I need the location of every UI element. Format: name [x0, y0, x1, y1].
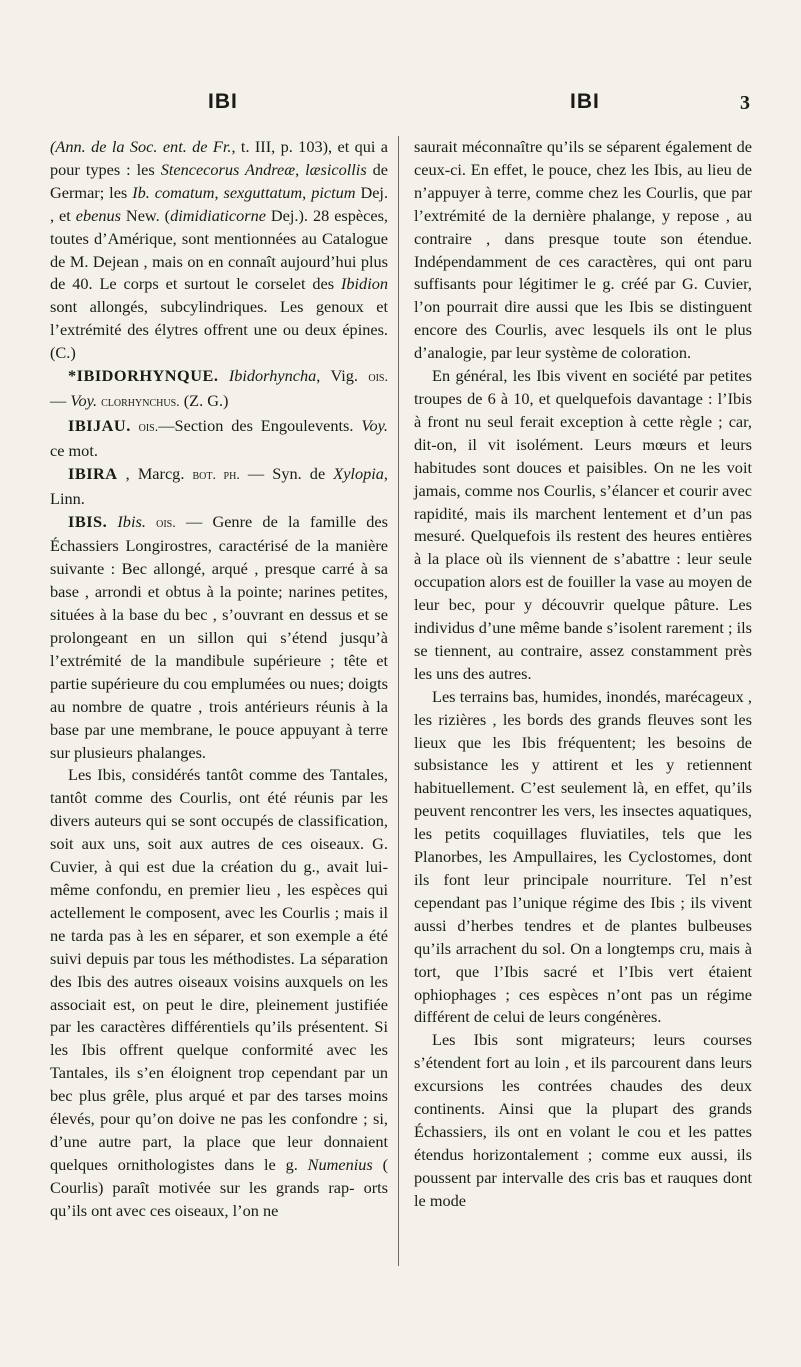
text-run: sont allongés, subcylindriques. Les genoux et l’extrémité des élytres offrent une ou deux épines. (C.) [50, 297, 388, 363]
entry-term: IBIJAU. [68, 415, 131, 435]
text-run: (Z. G.) [179, 390, 229, 410]
text-run: , t. III, p. 103), et qui a pour types : les [50, 137, 389, 179]
italic-run: Ibidion [340, 274, 388, 294]
entry-term: IBIRA [68, 463, 118, 483]
italic-run: Numenius [307, 1154, 373, 1174]
text-run: , Vig. [316, 366, 369, 386]
text-run: Dej. , et [50, 182, 389, 225]
italic-run: Ibis. [117, 511, 146, 531]
text-run [131, 416, 139, 435]
text-run [146, 512, 156, 531]
italic-run: (Ann. de la Soc. ent. de Fr. [50, 137, 232, 156]
right-column [414, 136, 752, 1213]
text-run: ce mot. [50, 440, 98, 460]
entry-term: IBIS. [68, 511, 108, 531]
italic-run: Voy. [70, 390, 98, 410]
paragraph [50, 463, 388, 511]
text-run [107, 512, 117, 531]
text-run: Les Ibis sont migrateurs; leurs courses s’étendent fort au loin , et ils parcourent dans leurs excursions les contrées chaudes des deux continents. Ainsi que la plupart des grands Échassiers, ils ont en volant le cou et les pattes étendus horizontalement ; comme eux aussi, ils poussent par intervalle des cris bas et rauques dont le mode [414, 1030, 752, 1210]
header-left-title: IBI [208, 90, 238, 113]
text-run: , Marcg. [117, 463, 193, 483]
paragraph [50, 365, 388, 415]
running-header [0, 90, 801, 120]
text-run: — Genre de la famille des Échassiers Longirostres, caractérisé de la manière suivante : Bec allongé, arqué , presque carré à sa base , arrondi et obtus à la pointe; narines petites, situées à la base du bec , s’ouvrant en dessus et se prolongeant en un sillon qui s’étend jusqu’à l’extrémité de la mandibule supérieure ; tête et partie supérieure du cou emplumées ou nues; doigts au nombre de quatre , trois antérieurs réunis à la base par une membrane, le pouce appuyant à terre sur plusieurs phalanges. [50, 511, 388, 762]
text-run: En général, les Ibis vivent en société par petites troupes de 6 à 10, et quelquefois davantage : l’Ibis à front nu seul ferait exception à cette règle ; car, dit-on, il vit isolément. Leurs mœurs et leurs habitudes sont douces et paisibles. On ne les voit jamais, comme nos Courlis, s’élancer et courir avec rapidité, mais ils marchent lentement et d’un pas mesuré. Quelquefois ils restent des heures entières à la place où ils viennent de s’abattre : leur seule occupation alors est de fouiller la vase au moyen de leur bec, pour y découvrir quelque pâture. Les individus d’une même bande s’isolent rarement ; ils se tiennent, au contraire, assez constamment près les uns des autres. [414, 366, 752, 683]
text-run: saurait méconnaître qu’ils se séparent également de ceux-ci. En effet, le pouce, chez les Ibis, au lieu de n’appuyer à terre, comme chez les Courlis, que par l’extrémité de la dernière phalange, y repose , au contraire , dans presque toute son étendue. Indépendamment de ces caractères, qui ont paru suffisants pour légitimer le g. créé par G. Cuvier, l’on pourrait dire aussi que les Ibis se distinguent encore des Courlis, avec lesquels ils ont le plus d’analogie, par leur système de coloration. [414, 137, 752, 363]
paragraph [414, 686, 752, 1030]
header-right-title: IBI [570, 90, 600, 113]
italic-run: Ibidorhyncha [228, 366, 317, 386]
text-run: , [302, 182, 312, 202]
italic-run: Xylopia [333, 463, 384, 483]
italic-run: Voy. [361, 415, 388, 435]
text-run: Les terrains bas, humides, inondés, marécageux , les rizières , les bords des grands fleuves sont les lieux que les Ibis fréquentent; les besoins de subsistance les y attirent et les y retiennent habituellement. C’est seulement là, en effet, qu’ils peuvent rencontrer les vers, les insectes aquatiques, les petits coquillages fluviatiles, tels que les Planorbes, les Ampullaires, les Cyclostomes, dont ils font leur principale nourriture. Tel n’est cependant pas l’unique régime des Ibis ; ils vivent aussi d’herbes tendres et de plantes bulbeuses qu’ils arrachent du sol. On a longtemps cru, mais à tort, que l’Ibis sacré et l’Ibis vert étaient ophiophages ; ces espèces n’ont pas un régime différent de celui de leurs congénères. [414, 686, 752, 1027]
left-column [50, 136, 388, 1223]
text-run: New. ( [120, 205, 171, 225]
text-run: — [50, 390, 71, 410]
paragraph [50, 136, 388, 365]
paragraph [414, 136, 752, 365]
column-divider [398, 136, 399, 1266]
entry-term: *IBIDORHYNQUE. [68, 366, 219, 386]
text-run: Les Ibis, considérés tantôt comme des Tantales, tantôt comme des Courlis, ont été réunis par les divers auteurs qui se sont occupés de classification, soit aux uns, soit aux autres de ces oiseaux. G. Cuvier, à qui est due la création du g., avait lui-même confondu, en premier lieu , les espèces qui actellement le composent, avec les Courlis ; mais il ne tarda pas à les en séparer, et son exemple a été suivi depuis par tous les méthodistes. La séparation des Ibis des autres oiseaux voisins auxquels on les associait est, on peut le dire, pleinement justifiée par les caractères différentiels qu’ils présentent. Si les Ibis offrent quelque conformité avec les Tantales, ils s’en éloignent trop cependant par un bec plus grêle, plus arqué et par des tarses moins élevés, pour qu’on doive ne pas les confondre ; si, d’une autre part, la place que leur donnaient quelques ornithologistes dans le g. [50, 765, 388, 1174]
abbrev-run: ois. [156, 515, 176, 531]
paragraph [50, 415, 388, 463]
text-run: , [295, 159, 306, 179]
text-run: de Germar; les [50, 159, 389, 202]
text-run: Dej.). 28 espèces, toutes d’Amérique, sont mentionnées au Catalogue de M. Dejean , mais on en connaît aujourd’hui plus de 40. Le corps et surtout le corselet des [50, 205, 388, 294]
text-run: , Linn. [50, 463, 388, 508]
text-run: — Syn. de [239, 463, 334, 483]
italic-run: pictum [311, 182, 356, 202]
abbrev-run: ois. [368, 370, 388, 386]
text-run: ( Courlis) paraît motivée sur les grands rap- orts qu’ils ont avec ces oiseaux, l’on ne [50, 1154, 389, 1220]
paragraph [50, 764, 388, 1222]
italic-run: dimidiaticorne [170, 205, 266, 225]
italic-run: sexguttatum [223, 182, 303, 202]
paragraph [50, 511, 388, 765]
italic-run: ebenus [75, 205, 121, 225]
abbrev-run: bot. ph. [192, 467, 240, 483]
page-number: 3 [740, 92, 750, 114]
paragraph [414, 1029, 752, 1212]
text-run: —Section des Engoulevents. [158, 415, 362, 435]
paragraph [414, 365, 752, 686]
text-run: , [214, 182, 224, 202]
italic-run: Stencecorus Andreæ [160, 159, 296, 179]
abbrev-run: clorhynchus. [101, 394, 180, 410]
abbrev-run: ois. [138, 419, 159, 435]
text-run [218, 366, 228, 385]
italic-run: Ib. comatum [132, 182, 215, 202]
italic-run: læsicollis [305, 159, 367, 179]
